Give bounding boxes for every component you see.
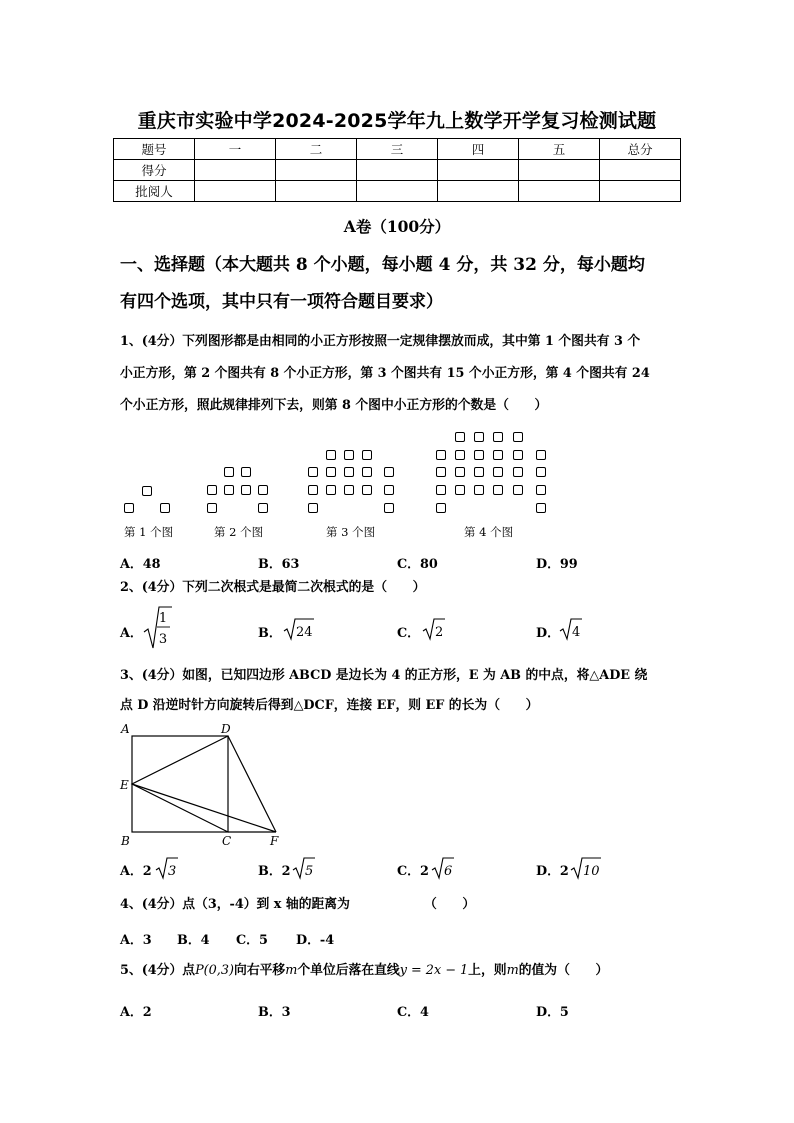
option-a: A．48 [120,557,161,572]
q1-line1: 1、(4分）下列图形都是由相同的小正方形按照一定规律摆放而成，其中第 1 个图共有 3 个 [120,334,641,349]
figure4-square [536,485,546,495]
radicand: 4 [572,625,581,640]
q1-line2: 小正方形，第 2 个图共有 8 个小正方形，第 3 个图共有 15 个小正方形，第 4 个图共有 24 [120,366,650,381]
cell: 得分 [114,160,195,181]
figure4-square [436,503,446,513]
figure4-square [436,450,446,460]
figure4-square [455,450,465,460]
cell: 总分 [600,139,681,160]
figure3-square [308,467,318,477]
figure3-square [384,503,394,513]
figure-caption: 第 2 个图 [214,525,264,539]
radicand: 6 [444,864,453,879]
q5-part: 5、(4分）点 [120,963,196,978]
figure4-square [536,450,546,460]
option-c: C．5 [236,933,268,948]
sqrt-5 [292,856,316,880]
figure2-square [241,485,251,495]
figure4-square [474,485,484,495]
figure3-square [326,485,336,495]
cell: 二 [276,139,357,160]
figure4-square [513,485,523,495]
option-c [397,622,420,641]
figure-caption: 第 1 个图 [124,525,174,539]
figure3-square [308,485,318,495]
figure4-square [474,450,484,460]
q3-line2: 点 D 沿逆时针方向旋转后得到△DCF，连接 EF，则 EF 的长为（ ） [120,698,539,713]
exam-title: 重庆市实验中学2024-2025学年九上数学开学复习检测试题 [137,110,657,132]
option-a: A．2 [120,864,152,879]
cell: 三 [357,139,438,160]
option-b [258,622,282,641]
q5-part: 个单位后落在直线 [297,963,400,978]
q1-line3: 个小正方形，照此规律排列下去，则第 8 个图中小正方形的个数是（ ） [120,398,548,413]
figure4-square [455,467,465,477]
figure3-square [362,485,372,495]
option-d [536,622,560,641]
option-d: D．99 [536,557,578,572]
figure4-square [493,450,503,460]
point-label: E [120,778,129,792]
figure4-square [455,485,465,495]
q2-text: 2、(4分）下列二次根式是最简二次根式的是（ ） [120,580,426,595]
figure2-square [241,467,251,477]
sqrt-2 [422,617,446,641]
segment-df [228,736,276,832]
figure3-square [344,467,354,477]
figure4-square [493,432,503,442]
radicand: 3 [168,864,177,879]
option-b: B．2 [258,864,291,879]
figure3-square [344,485,354,495]
q5-part: 向右平移 [234,963,286,978]
figure1-square [142,486,152,496]
figure2-square [224,467,234,477]
figure4-square [513,432,523,442]
radicand: 5 [305,864,314,879]
figure4-square [513,450,523,460]
figure3-square [362,467,372,477]
sqrt-3 [155,856,179,880]
figure2-square [207,485,217,495]
volume-heading: A卷（100分） [343,217,451,236]
q4-answer-paren: （ ） [424,897,476,912]
sqrt-4 [559,617,583,641]
cell: 题号 [114,139,195,160]
option-label: A． [120,626,143,641]
figure2-square [224,485,234,495]
figure1-square [124,503,134,513]
square-abcd [132,736,228,832]
sqrt-6 [431,856,455,880]
option-d: D．-4 [296,933,335,948]
denominator: 3 [158,632,168,647]
q3-geometry-figure [115,720,285,850]
figure2-square [258,503,268,513]
figure4-square [436,485,446,495]
figure4-square [493,485,503,495]
q5-part: 的值为（ ） [518,963,609,978]
figure4-square [536,503,546,513]
figure3-square [362,450,372,460]
q5-part: 上，则 [468,963,507,978]
triangle-ade [132,736,228,832]
q1-figures [0,0,794,560]
option-label: D． [536,626,560,641]
radicand: 24 [296,625,313,640]
figure3-square [384,467,394,477]
figure4-square [474,432,484,442]
option-a: A．2 [120,1005,152,1020]
q5-variable: m [506,963,519,978]
figure4-square [536,467,546,477]
point-label: D [221,722,231,736]
figure4-square [436,467,446,477]
option-c: C．80 [397,557,438,572]
figure1-square [160,503,170,513]
option-d: D．5 [536,1005,569,1020]
option-a [120,622,143,641]
option-d: D．2 [536,864,569,879]
q5-text [120,957,720,985]
option-label: B． [258,626,282,641]
option-a: A．3 [120,933,152,948]
sqrt-10 [570,856,602,880]
figure2-square [258,485,268,495]
option-label: C． [397,626,420,641]
section-heading-line2: 有四个选项，其中只有一项符合题目要求） [120,292,443,312]
figure2-square [207,503,217,513]
figure3-square [384,485,394,495]
segment-ef [132,784,276,832]
cell: 四 [438,139,519,160]
figure3-square [344,450,354,460]
figure3-square [326,467,336,477]
option-c: C．4 [397,1005,429,1020]
figure3-square [326,450,336,460]
radicand: 10 [583,864,600,879]
figure4-square [493,467,503,477]
option-b: B．4 [177,933,210,948]
figure3-square [308,503,318,513]
q3-line1: 3、(4分）如图，已知四边形 ABCD 是边长为 4 的正方形，E 为 AB 的中点，将△ADE 绕 [120,668,648,683]
q5-line-equation: y = 2x − 1 [399,963,469,978]
point-label: B [121,834,130,848]
sqrt-24 [283,617,315,641]
option-c: C．2 [397,864,429,879]
section-heading-line1: 一、选择题（本大题共 8 个小题，每小题 4 分，共 32 分，每小题均 [120,255,645,275]
figure-caption: 第 4 个图 [464,525,514,539]
numerator: 1 [158,611,168,626]
sqrt-fraction [143,605,173,651]
figure4-square [455,432,465,442]
cell: 一 [195,139,276,160]
figure4-square [474,467,484,477]
option-b: B．3 [258,1005,291,1020]
cell: 批阅人 [114,181,195,202]
figure-caption: 第 3 个图 [326,525,376,539]
q5-variable: m [285,963,298,978]
q5-point: P(0,3) [195,963,235,978]
option-b: B．63 [258,557,300,572]
cell: 五 [519,139,600,160]
q4-text: 4、(4分）点（3，-4）到 x 轴的距离为 [120,897,350,912]
radicand: 2 [435,625,444,640]
point-label: F [270,834,279,848]
point-label: C [222,834,232,848]
figure4-square [513,467,523,477]
point-label: A [121,722,130,736]
